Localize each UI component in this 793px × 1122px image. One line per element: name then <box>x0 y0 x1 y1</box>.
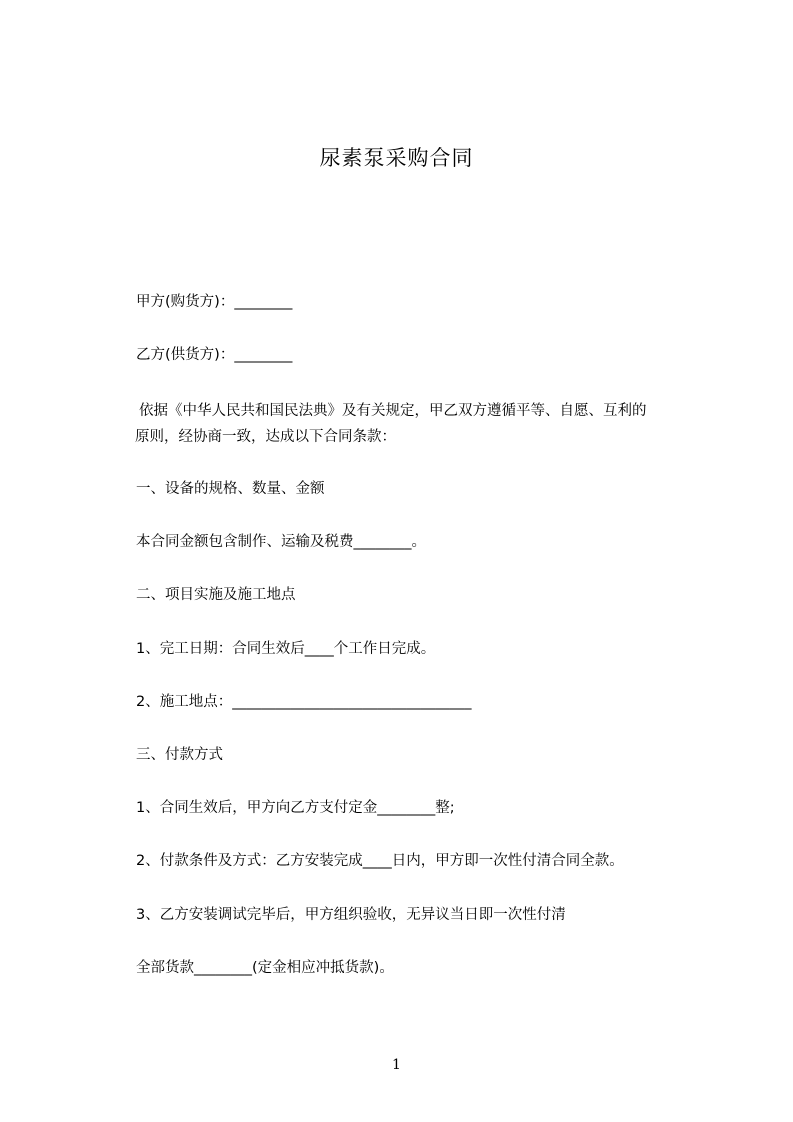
document-title: 尿素泵采购合同 <box>319 146 474 170</box>
intro-line-1: 依据《中华人民共和国民法典》及有关规定，甲乙双方遵循平等、自愿、互利的 <box>139 403 647 419</box>
page-number: 1 <box>392 1057 401 1073</box>
intro-paragraph <box>136 398 701 450</box>
section-3-heading: 三、付款方式 <box>136 747 223 763</box>
section-3-item-2: 2、付款条件及方式：乙方安装完成____日内，甲方即一次性付清合同全款。 <box>136 853 624 869</box>
intro-line-2: 原则，经协商一致，达成以下合同条款： <box>135 429 396 445</box>
section-1-heading: 一、设备的规格、数量、金额 <box>136 481 325 497</box>
section-2-item-1: 1、完工日期：合同生效后____个工作日完成。 <box>136 641 436 657</box>
party-a-line: 甲方(购货方)：________ <box>136 294 293 310</box>
section-2-heading: 二、项目实施及施工地点 <box>136 587 296 603</box>
section-3-item-3: 3、乙方安装调试完毕后，甲方组织验收，无异议当日即一次性付清 <box>136 907 566 923</box>
section-3-item-1: 1、合同生效后，甲方向乙方支付定金________整; <box>136 800 455 816</box>
section-3-item-4: 全部货款________(定金相应冲抵货款)。 <box>136 960 394 976</box>
section-1-item-1: 本合同金额包含制作、运输及税费________。 <box>136 534 426 550</box>
section-2-item-2: 2、施工地点：_________________________________ <box>136 694 472 710</box>
party-b-line: 乙方(供货方)：________ <box>136 347 293 363</box>
